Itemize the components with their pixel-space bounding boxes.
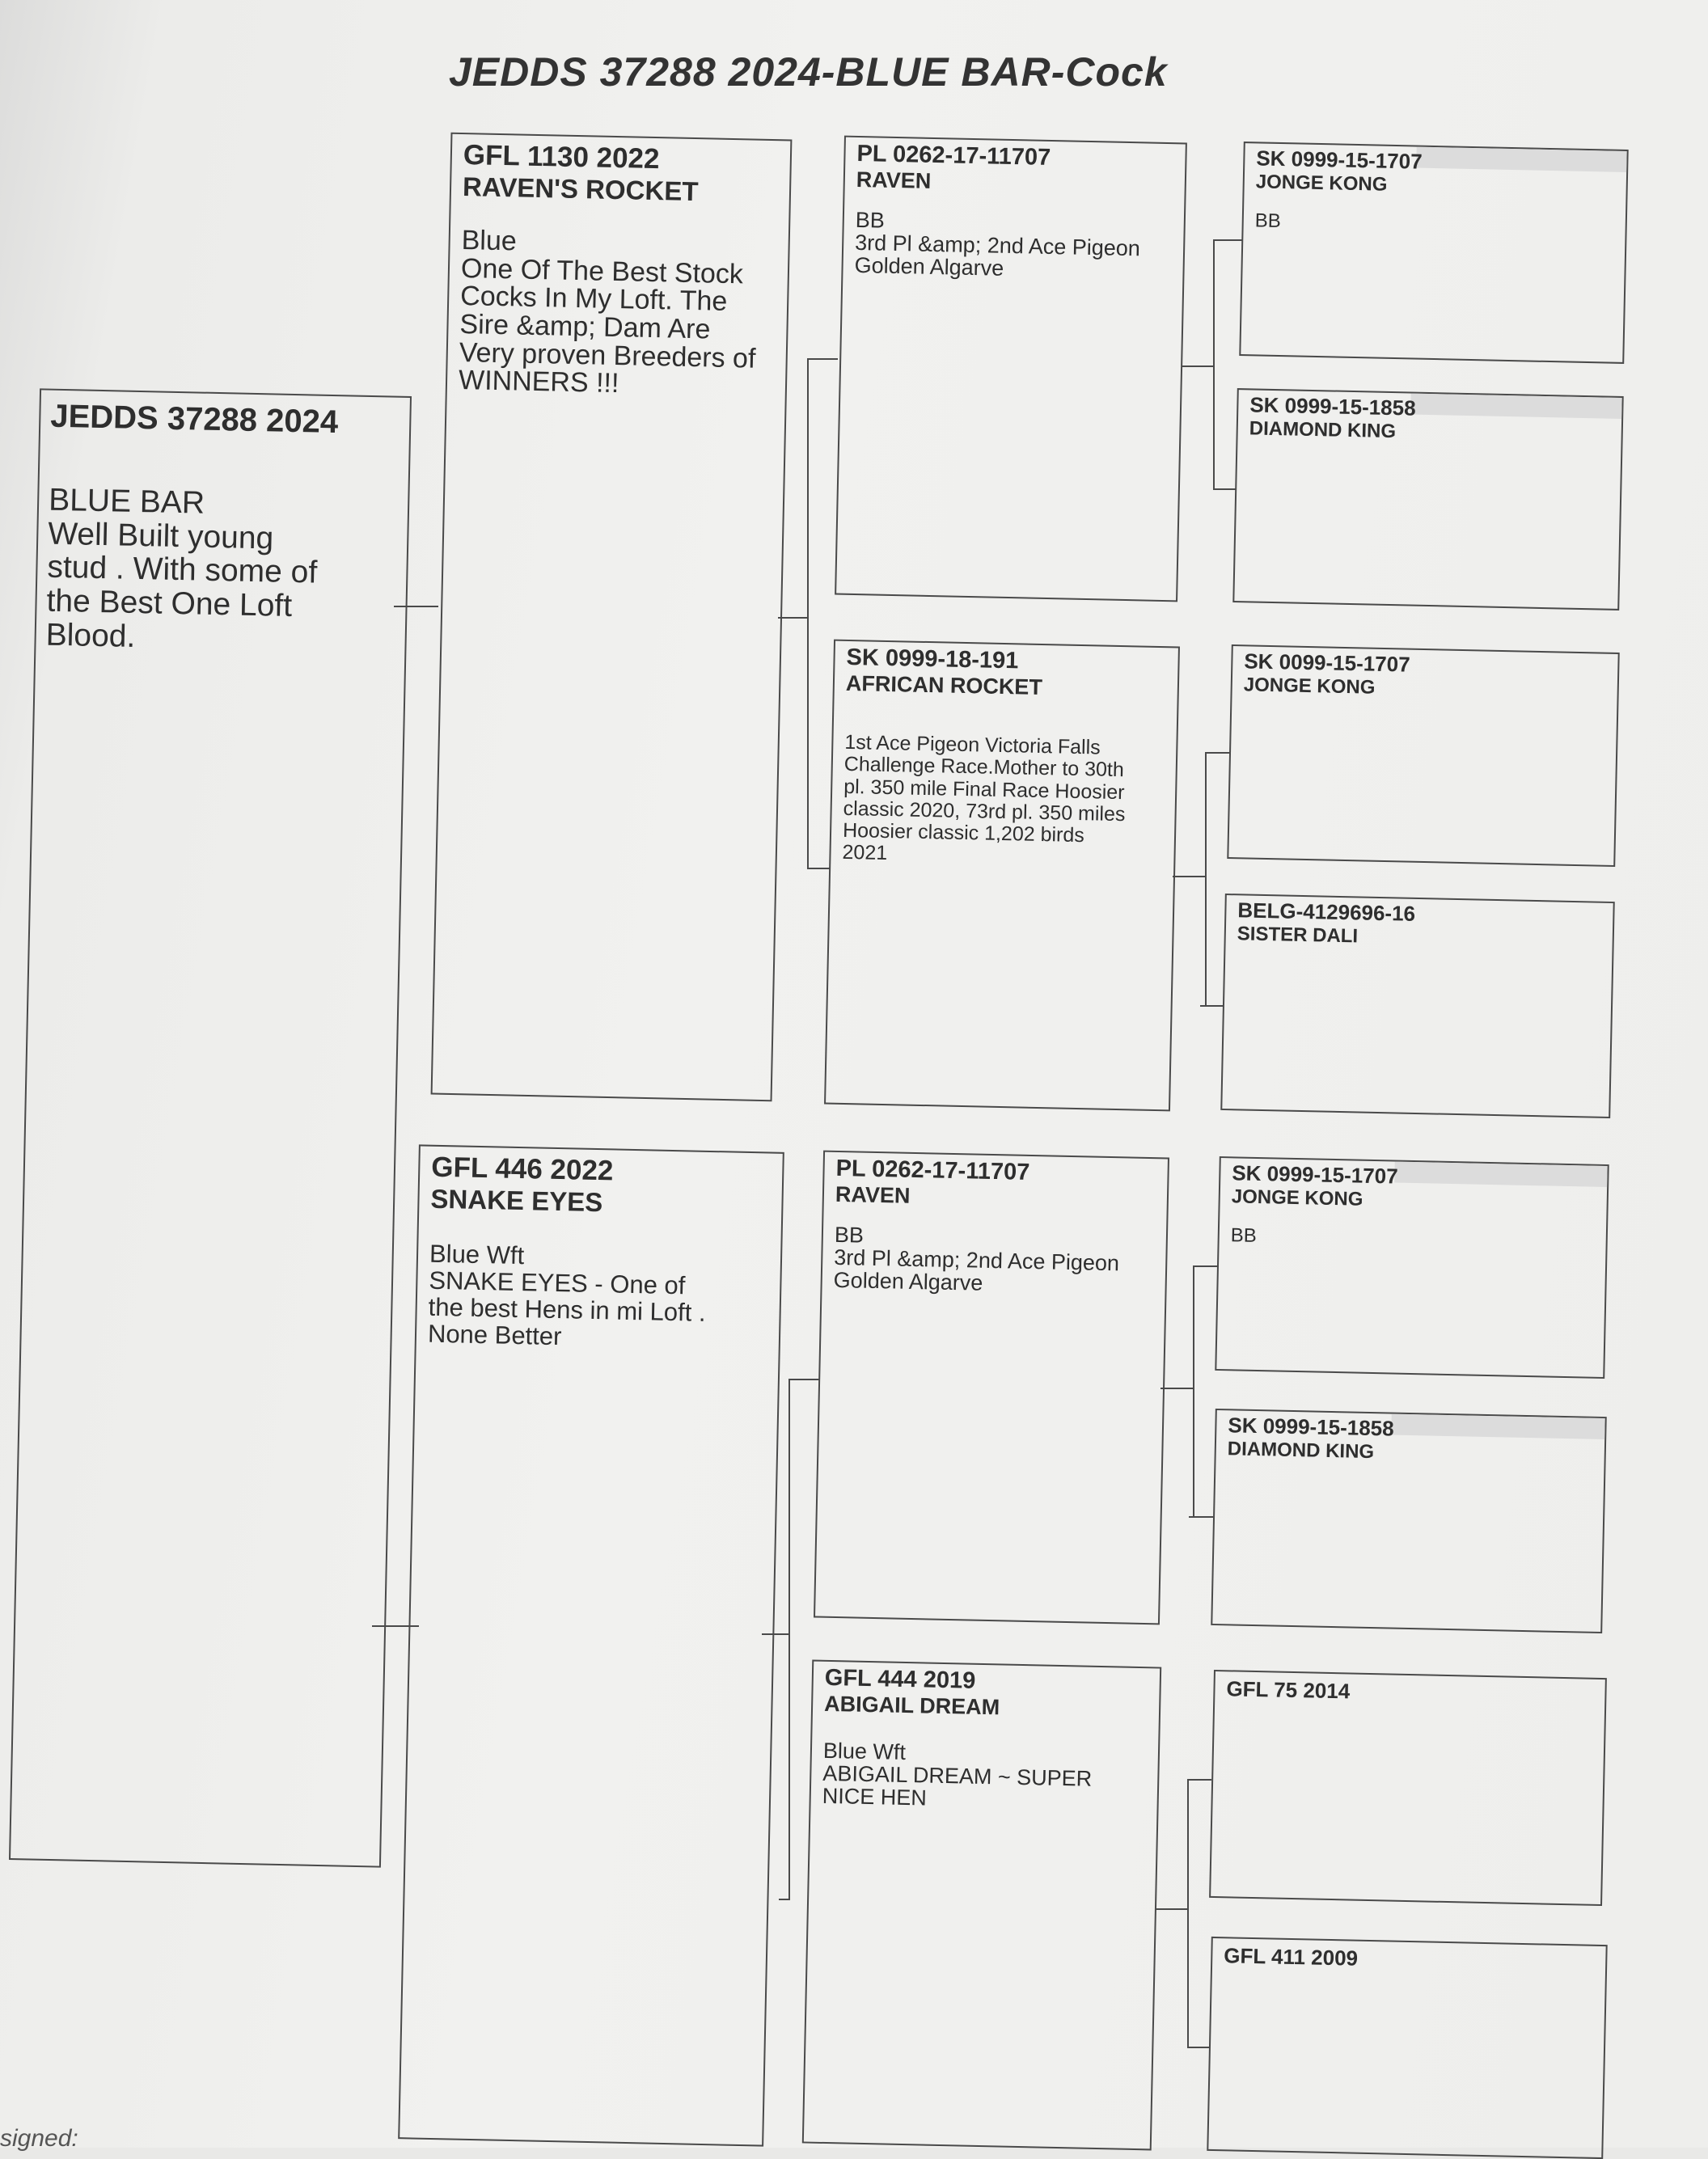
connector-line bbox=[394, 606, 438, 607]
ggp-card bbox=[1215, 1156, 1609, 1379]
ggp-name: DIAMOND KING bbox=[1227, 1438, 1375, 1464]
dam-dam-card bbox=[802, 1660, 1161, 2151]
sire-sire-notes: BB 3rd Pl &amp; 2nd Ace Pigeon Golden Algarve bbox=[854, 207, 1141, 281]
ggp-notes bbox=[1249, 456, 1613, 463]
ggp-card bbox=[1227, 644, 1619, 867]
dam-name: SNAKE EYES bbox=[430, 1183, 603, 1218]
dam-dam-ring: GFL 444 2019 bbox=[824, 1664, 976, 1694]
sire-notes: Blue One Of The Best Stock Cocks In My Loft. The Sire &amp; Dam Are Very proven Breeders of WINNERS !!! bbox=[458, 225, 756, 399]
sire-sire-name: RAVEN bbox=[856, 167, 932, 193]
dam-ring: GFL 446 2022 bbox=[430, 1151, 614, 1187]
sire-sire-card bbox=[835, 136, 1187, 602]
connector-line bbox=[1193, 1265, 1194, 1518]
connector-line bbox=[788, 1379, 819, 1380]
ggp-ring: GFL 411 2009 bbox=[1224, 1943, 1359, 1971]
connector-line bbox=[1205, 752, 1207, 1007]
ggp-notes bbox=[1237, 961, 1604, 970]
ggp-name: SISTER DALI bbox=[1237, 923, 1359, 948]
connector-line bbox=[1182, 365, 1215, 367]
ggp-ring: SK 0999-15-1707 bbox=[1256, 146, 1423, 174]
ggp-ring: GFL 75 2014 bbox=[1226, 1676, 1351, 1704]
ggp-notes: BB bbox=[1254, 209, 1282, 233]
ggp-card bbox=[1207, 1937, 1607, 2159]
connector-line bbox=[1187, 1779, 1211, 1781]
subject-notes: BLUE BAR Well Built young stud . With some of the Best One Loft Blood. bbox=[45, 482, 318, 654]
connector-line bbox=[1213, 239, 1242, 241]
ggp-ring: SK 0099-15-1707 bbox=[1244, 649, 1410, 677]
subject-card bbox=[9, 388, 412, 1867]
dam-sire-card bbox=[814, 1151, 1169, 1625]
dam-sire-ring: PL 0262-17-11707 bbox=[835, 1155, 1030, 1185]
sire-dam-name: AFRICAN ROCKET bbox=[845, 670, 1043, 699]
dam-card bbox=[398, 1144, 784, 2146]
connector-line bbox=[779, 1899, 790, 1900]
connector-line bbox=[1187, 2047, 1210, 2048]
sire-card bbox=[431, 133, 793, 1102]
connector-line bbox=[372, 1625, 419, 1627]
ggp-ring: BELG-4129696-16 bbox=[1237, 898, 1416, 926]
connector-line bbox=[1200, 1005, 1223, 1007]
sire-dam-card bbox=[824, 640, 1180, 1112]
ggp-name: JONGE KONG bbox=[1255, 171, 1388, 196]
dam-sire-notes: BB 3rd Pl &amp; 2nd Ace Pigeon Golden Algarve bbox=[833, 1222, 1120, 1295]
connector-line bbox=[762, 1633, 789, 1635]
subject-ring: JEDDS 37288 2024 bbox=[49, 398, 339, 441]
connector-line bbox=[807, 358, 838, 360]
sire-dam-notes: 1st Ace Pigeon Victoria Falls Challenge Race.Mother to 30th pl. 350 mile Final Race Hoosier classic 2020, 73rd pl. 350 miles Hoosier classic 1,202 birds 2021 bbox=[842, 730, 1126, 865]
connector-line bbox=[788, 1379, 790, 1900]
sire-ring: GFL 1130 2022 bbox=[463, 139, 660, 175]
connector-line bbox=[1213, 488, 1236, 490]
ggp-ring: SK 0999-15-1858 bbox=[1228, 1413, 1394, 1441]
connector-line bbox=[778, 617, 809, 619]
sire-dam-ring: SK 0999-18-191 bbox=[846, 644, 1019, 674]
connector-line bbox=[1213, 239, 1215, 490]
connector-line bbox=[807, 868, 830, 869]
connector-line bbox=[1155, 1908, 1189, 1910]
dam-dam-notes: Blue Wft ABIGAIL DREAM ~ SUPER NICE HEN bbox=[822, 1738, 1093, 1810]
ggp-card bbox=[1211, 1409, 1607, 1633]
ggp-name: DIAMOND KING bbox=[1249, 417, 1397, 443]
connector-line bbox=[1173, 876, 1207, 877]
connector-line bbox=[1205, 752, 1231, 754]
signed-label: signed: bbox=[0, 2125, 78, 2152]
sire-name: RAVEN'S ROCKET bbox=[462, 171, 699, 207]
ggp-card bbox=[1239, 142, 1628, 364]
ggp-card bbox=[1209, 1670, 1607, 1906]
connector-line bbox=[1193, 1265, 1219, 1267]
dam-dam-name: ABIGAIL DREAM bbox=[823, 1691, 1000, 1720]
dam-sire-name: RAVEN bbox=[835, 1181, 911, 1208]
connector-line bbox=[807, 358, 809, 869]
ggp-name: JONGE KONG bbox=[1231, 1185, 1363, 1210]
ggp-notes: BB bbox=[1230, 1224, 1258, 1247]
ggp-ring: SK 0999-15-1707 bbox=[1232, 1160, 1398, 1189]
sire-sire-ring: PL 0262-17-11707 bbox=[856, 140, 1051, 171]
connector-line bbox=[1161, 1388, 1194, 1389]
page-title: JEDDS 37288 2024-BLUE BAR-Cock bbox=[449, 49, 1168, 95]
dam-notes: Blue Wft SNAKE EYES - One of the best Hens in mi Loft . None Better bbox=[427, 1239, 706, 1351]
ggp-notes bbox=[1227, 1477, 1596, 1485]
ggp-name: JONGE KONG bbox=[1243, 674, 1376, 699]
ggp-ring: SK 0999-15-1858 bbox=[1249, 392, 1416, 420]
connector-line bbox=[1187, 1779, 1189, 2048]
ggp-notes bbox=[1243, 712, 1609, 720]
connector-line bbox=[1189, 1516, 1213, 1518]
ggp-card bbox=[1220, 894, 1615, 1118]
ggp-card bbox=[1232, 388, 1623, 611]
